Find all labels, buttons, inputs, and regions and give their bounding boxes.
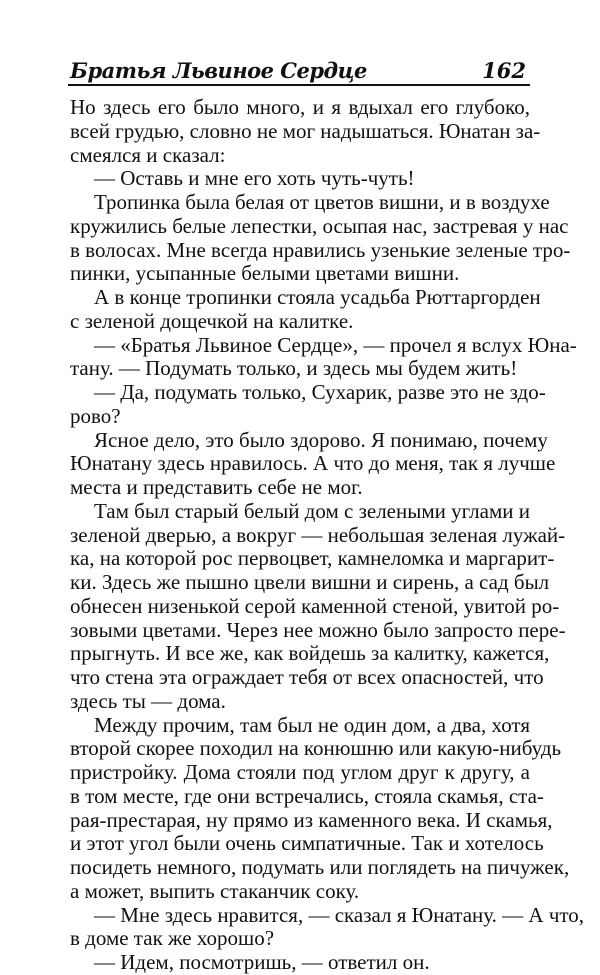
text-line: кружились белые лепестки, осыпая нас, застревая у нас <box>70 213 569 238</box>
text-line: тану. — Подумать только, и здесь мы будем жить! <box>70 356 518 381</box>
text-line: всей грудью, словно не мог надышаться. Юнатан за- <box>70 118 541 143</box>
text-line: пристройку. Дома стояли под углом друг к другу, а <box>70 760 530 784</box>
text-line: зеленой дверью, а вокруг — небольшая зеленая лужай- <box>70 522 566 547</box>
text-line: — «Братья Львиное Сердце», — прочел я вслух Юна- <box>94 332 577 357</box>
text-line: в доме так же хорошо? <box>70 926 275 951</box>
text-line: здесь ты — дома. <box>70 688 226 713</box>
text-line: ки. Здесь же пышно цвели вишни и сирень, а сад был <box>70 570 550 594</box>
text-line: — Идем, посмотришь, — ответил он. <box>94 950 430 974</box>
text-line: посидеть немного, подумать или поглядеть на пичужек, <box>70 855 570 879</box>
text-line: Юнатану здесь нравилось. А что до меня, так я лучше <box>70 451 556 476</box>
text-line: Там был старый белый дом с зелеными углами и <box>94 498 530 523</box>
text-line: Между прочим, там был не один дом, а два, хотя <box>94 712 530 737</box>
text-line: рово? <box>70 403 121 428</box>
text-line: с зеленой дощечкой на калитке. <box>70 308 354 333</box>
text-line: пинки, усыпанные белыми цветами вишни. <box>70 261 460 286</box>
text-line: что стена эта ограждает тебя от всех опасностей, что <box>70 665 544 689</box>
text-line: Тропинка была белая от цветов вишни, и в воздухе <box>94 190 550 214</box>
text-line: — Да, подумать только, Сухарик, разве это не здо- <box>94 380 546 404</box>
header-rule <box>68 84 530 86</box>
text-line: А в конце тропинки стояла усадьба Рюттаргорден <box>94 285 541 309</box>
text-line: ка, на которой рос первоцвет, камнеломка и маргарит- <box>70 546 555 571</box>
text-line: зовыми цветами. Через нее можно было запросто пере- <box>70 617 566 642</box>
body-text <box>70 95 585 975</box>
text-line: — Мне здесь нравится, — сказал я Юнатану. — А что, <box>94 902 585 927</box>
text-line: места и представить себе не мог. <box>70 475 363 499</box>
text-line: а может, выпить стаканчик соку. <box>70 878 360 903</box>
text-line: обнесен низенькой серой каменной стеной, увитой ро- <box>70 593 560 618</box>
text-line: смеялся и сказал: <box>70 142 226 167</box>
text-line: и этот угол были очень симпатичные. Так и хотелось <box>70 831 544 856</box>
running-title: Братья Львиное Сердце <box>70 58 367 83</box>
text-line: прыгнуть. И все же, как войдешь за калитку, кажется, <box>70 641 550 666</box>
text-line: — Оставь и мне его хоть чуть-чуть! <box>94 166 415 191</box>
running-header <box>68 56 530 86</box>
text-line: в волосах. Мне всегда нравились узенькие зеленые тро- <box>70 237 571 262</box>
text-line: Ясное дело, это было здорово. Я понимаю, почему <box>94 427 548 452</box>
text-line: второй скорее походил на конюшню или какую-нибудь <box>70 736 562 761</box>
text-line: в том месте, где они встречались, стояла скамья, ста- <box>70 783 544 808</box>
text-line: рая-престарая, ну прямо из каменного века. И скамья, <box>70 807 553 832</box>
text-line: Но здесь его было много, и я вдыхал его глубоко, <box>70 95 530 119</box>
page-number: 162 <box>482 58 526 83</box>
